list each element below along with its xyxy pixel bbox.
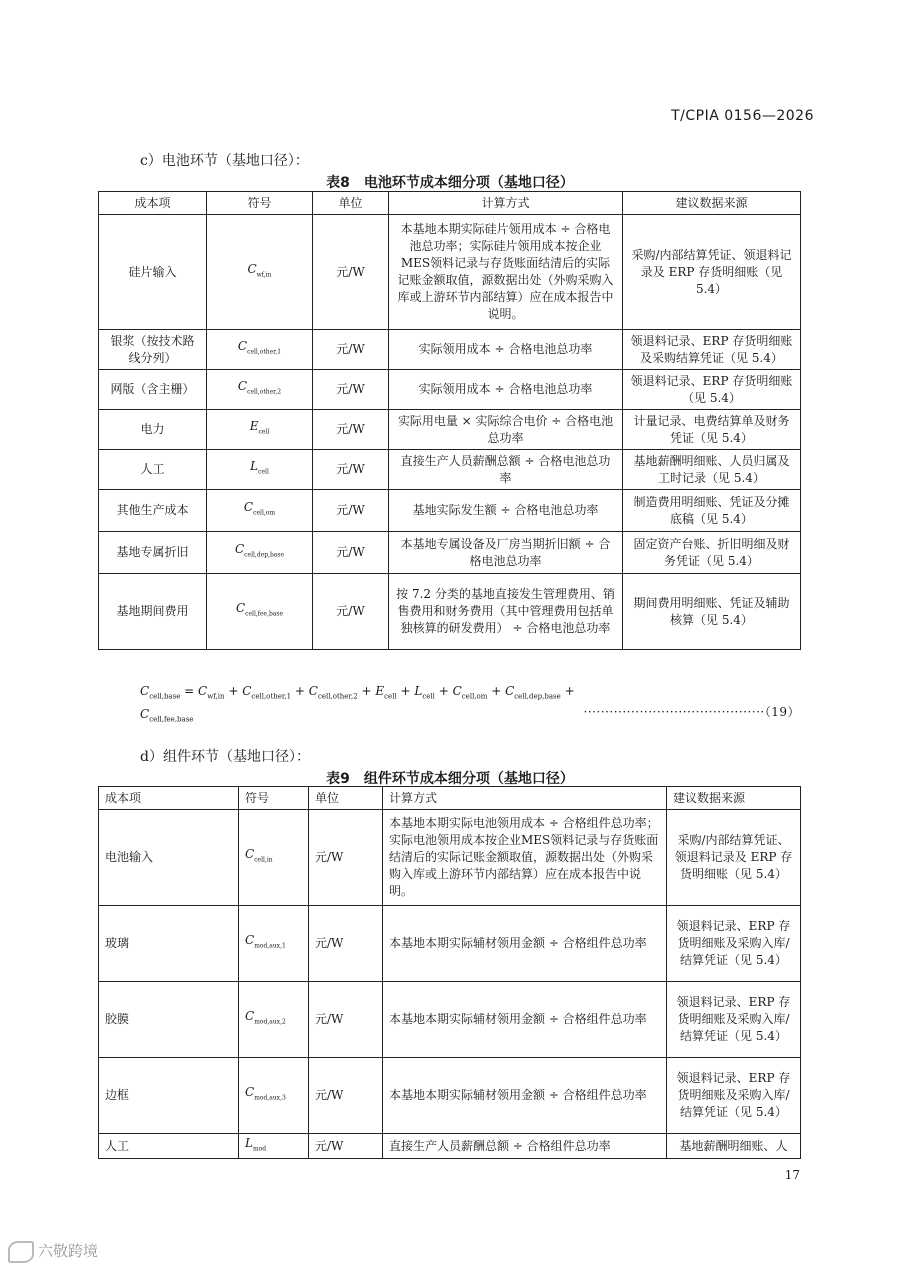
table8-header-row (99, 192, 801, 215)
col-header-symbol: 符号 (207, 192, 313, 215)
formula-number (584, 703, 801, 720)
symbol: $C_{wf,in}$ (207, 215, 313, 330)
data-source: 领退料记录、ERP 存货明细账及采购入库/结算凭证（见 5.4） (667, 1058, 801, 1134)
table-row (99, 215, 801, 330)
unit: 元/W (313, 532, 389, 574)
symbol: $C_{cell,other,2}$ (207, 370, 313, 410)
calculation-method: 实际用电量 × 实际综合电价 ÷ 合格电池总功率 (389, 410, 623, 450)
data-source: 计量记录、电费结算单及财务凭证（见 5.4） (623, 410, 801, 450)
col-header-source: 建议数据来源 (667, 787, 801, 810)
unit: 元/W (309, 810, 383, 906)
table-row (99, 450, 801, 490)
table9-caption: 表9 组件环节成本细分项（基地口径） (326, 771, 574, 787)
cost-item: 边框 (99, 1058, 239, 1134)
calculation-method: 本基地本期实际电池领用成本 ÷ 合格组件总功率；实际电池领用成本按企业MES领料记录与存货账面结清后的实际记账金额取值，源数据出处（外购采购入库或上游环节内部结算）应在成本报告中说明。 (383, 810, 667, 906)
cost-item: 硅片输入 (99, 215, 207, 330)
data-source: 领退料记录、ERP 存货明细账及采购入库/结算凭证（见 5.4） (667, 906, 801, 982)
calculation-method: 基地实际发生额 ÷ 合格电池总功率 (389, 490, 623, 532)
unit: 元/W (313, 215, 389, 330)
data-source: 制造费用明细账、凭证及分摊底稿（见 5.4） (623, 490, 801, 532)
unit: 元/W (313, 330, 389, 370)
table8 (98, 191, 801, 650)
cost-item: 玻璃 (99, 906, 239, 982)
cost-item: 基地专属折旧 (99, 532, 207, 574)
cost-item: 电力 (99, 410, 207, 450)
table-row (99, 906, 801, 982)
formula-expression: $C_{cell,base} = C_{wf,in} + C_{cell,other,1} + C_{cell,other,2} + E_{cell} + L_{cell} + C_{cell,om} + C_{cell,dep,base}$ + $C_{cell,fee,base}$ (140, 684, 575, 724)
table-row (99, 1134, 801, 1159)
unit: 元/W (313, 450, 389, 490)
cost-item: 基地期间费用 (99, 574, 207, 650)
calculation-method: 按 7.2 分类的基地直接发生管理费用、销售费用和财务费用（其中管理费用包括单独核算的研发费用） ÷ 合格电池总功率 (389, 574, 623, 650)
symbol: $C_{cell,om}$ (207, 490, 313, 532)
symbol: $C_{cell,other,1}$ (207, 330, 313, 370)
symbol: $C_{cell,dep,base}$ (207, 532, 313, 574)
section-c-heading: c）电池环节（基地口径）： (140, 153, 309, 169)
table9-header-row (99, 787, 801, 810)
unit: 元/W (309, 1134, 383, 1159)
cost-item: 胶膜 (99, 982, 239, 1058)
calculation-method: 本基地本期实际辅材领用金额 ÷ 合格组件总功率 (383, 982, 667, 1058)
table-row (99, 1058, 801, 1134)
unit: 元/W (313, 574, 389, 650)
cost-item: 人工 (99, 1134, 239, 1159)
cost-item: 其他生产成本 (99, 490, 207, 532)
data-source: 期间费用明细账、凭证及辅助核算（见 5.4） (623, 574, 801, 650)
calculation-method: 本基地专属设备及厂房当期折旧额 ÷ 合格电池总功率 (389, 532, 623, 574)
symbol: $C_{mod,aux,3}$ (239, 1058, 309, 1134)
data-source: 领退料记录、ERP 存货明细账（见 5.4） (623, 370, 801, 410)
data-source: 固定资产台账、折旧明细及财务凭证（见 5.4） (623, 532, 801, 574)
data-source: 采购/内部结算凭证、领退料记录及 ERP 存货明细账（见 5.4） (667, 810, 801, 906)
table-row (99, 982, 801, 1058)
table-row (99, 574, 801, 650)
table-row (99, 410, 801, 450)
symbol: $E_{cell}$ (207, 410, 313, 450)
symbol: $C_{cell,in}$ (239, 810, 309, 906)
calculation-method: 实际领用成本 ÷ 合格电池总功率 (389, 330, 623, 370)
unit: 元/W (309, 1058, 383, 1134)
col-header-symbol: 符号 (239, 787, 309, 810)
cost-item: 电池输入 (99, 810, 239, 906)
col-header-calc: 计算方式 (389, 192, 623, 215)
document-code: T/CPIA 0156—2026 (671, 108, 814, 124)
data-source: 采购/内部结算凭证、领退料记录及 ERP 存货明细账（见 5.4） (623, 215, 801, 330)
unit: 元/W (309, 982, 383, 1058)
watermark-logo-icon (8, 1241, 34, 1263)
cost-item: 银浆（按技术路线分列） (99, 330, 207, 370)
col-header-item: 成本项 (99, 192, 207, 215)
col-header-source: 建议数据来源 (623, 192, 801, 215)
equation-number: （19） (764, 705, 800, 719)
table-row (99, 370, 801, 410)
unit: 元/W (313, 370, 389, 410)
table-row (99, 810, 801, 906)
leader-dots: ·········································· (583, 705, 765, 719)
page-number: 17 (784, 1168, 800, 1182)
calculation-method: 直接生产人员薪酬总额 ÷ 合格电池总功率 (389, 450, 623, 490)
table8-caption: 表8 电池环节成本细分项（基地口径） (326, 175, 574, 191)
section-d-heading: d）组件环节（基地口径）： (140, 749, 310, 765)
watermark-text: 六敬跨境 (38, 1242, 99, 1260)
data-source: 领退料记录、ERP 存货明细账及采购结算凭证（见 5.4） (623, 330, 801, 370)
data-source: 领退料记录、ERP 存货明细账及采购入库/结算凭证（见 5.4） (667, 982, 801, 1058)
symbol: $C_{mod,aux,1}$ (239, 906, 309, 982)
calculation-method: 本基地本期实际硅片领用成本 ÷ 合格电池总功率；实际硅片领用成本按企业MES领料记录与存货账面结清后的实际记账金额取值，源数据出处（外购采购入库或上游环节内部结算）应在成本报告中说明。 (389, 215, 623, 330)
watermark (8, 1240, 98, 1263)
col-header-item: 成本项 (99, 787, 239, 810)
calculation-method: 直接生产人员薪酬总额 ÷ 合格组件总功率 (383, 1134, 667, 1159)
table-row (99, 490, 801, 532)
unit: 元/W (313, 490, 389, 532)
table-row (99, 532, 801, 574)
symbol: $C_{cell,fee,base}$ (207, 574, 313, 650)
col-header-unit: 单位 (309, 787, 383, 810)
data-source: 基地薪酬明细账、人 (667, 1134, 801, 1159)
cost-item: 人工 (99, 450, 207, 490)
unit: 元/W (309, 906, 383, 982)
col-header-calc: 计算方式 (383, 787, 667, 810)
table9 (98, 786, 801, 1159)
calculation-method: 本基地本期实际辅材领用金额 ÷ 合格组件总功率 (383, 1058, 667, 1134)
calculation-method: 实际领用成本 ÷ 合格电池总功率 (389, 370, 623, 410)
symbol: $C_{mod,aux,2}$ (239, 982, 309, 1058)
symbol: $L_{mod}$ (239, 1134, 309, 1159)
col-header-unit: 单位 (313, 192, 389, 215)
unit: 元/W (313, 410, 389, 450)
data-source: 基地薪酬明细账、人员归属及工时记录（见 5.4） (623, 450, 801, 490)
cost-item: 网版（含主栅） (99, 370, 207, 410)
calculation-method: 本基地本期实际辅材领用金额 ÷ 合格组件总功率 (383, 906, 667, 982)
symbol: $L_{cell}$ (207, 450, 313, 490)
table-row (99, 330, 801, 370)
